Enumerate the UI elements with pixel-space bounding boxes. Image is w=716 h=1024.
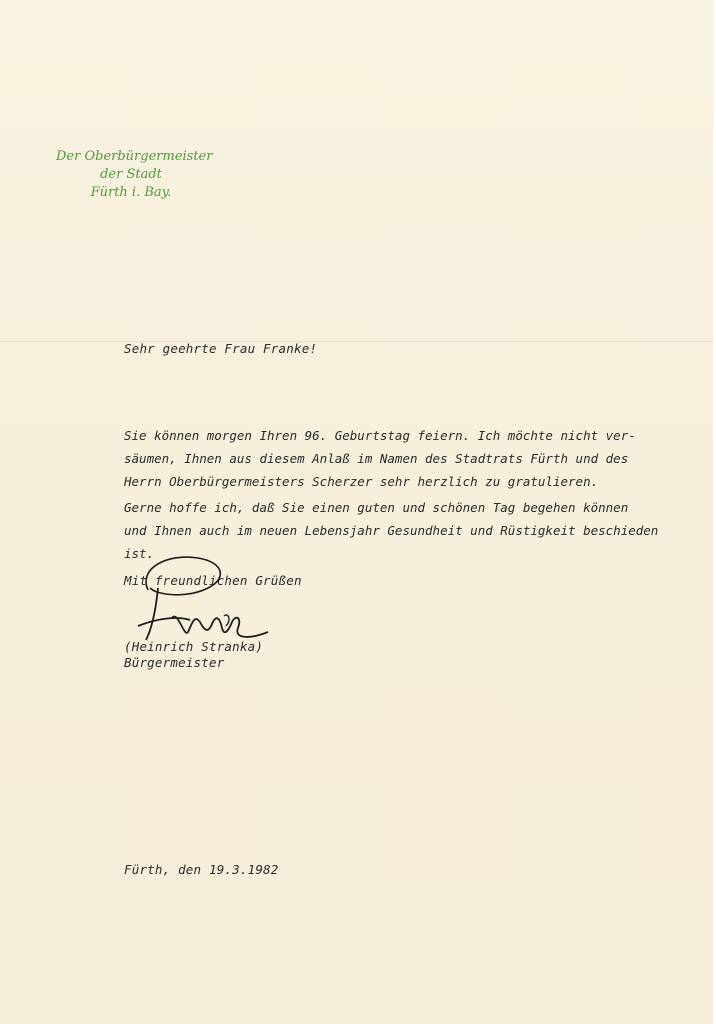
letter-date: Fürth, den 19.3.1982 (124, 862, 279, 877)
letterhead-line-3: Fürth i. Bay. (90, 185, 172, 200)
signatory-name: (Heinrich Stranka) (124, 639, 264, 654)
letterhead (56, 148, 213, 202)
closing-phrase: Mit freundlichen Grüßen (124, 573, 302, 588)
paragraph-line: Gerne hoffe ich, daß Sie einen guten und schönen Tag begehen können (124, 500, 629, 515)
paragraph-line: säumen, Ihnen aus diesem Anlaß im Namen des Stadtrats Fürth und des (124, 451, 629, 466)
signatory-title: Bürgermeister (124, 655, 225, 670)
letterhead-line-1: Der Oberbürgermeister (56, 149, 213, 164)
salutation: Sehr geehrte Frau Franke! (124, 341, 318, 356)
paragraph-line: ist. (124, 546, 155, 561)
letterhead-line-2: der Stadt (100, 167, 162, 182)
paper-fold-line (0, 341, 716, 342)
body-paragraph-1 (124, 424, 654, 493)
paragraph-line: und Ihnen auch im neuen Lebensjahr Gesundheit und Rüstigkeit beschieden (124, 523, 659, 538)
paragraph-line: Sie können morgen Ihren 96. Geburtstag feiern. Ich möchte nicht ver- (124, 428, 636, 443)
paragraph-line: Herrn Oberbürgermeisters Scherzer sehr herzlich zu gratulieren. (124, 474, 599, 489)
